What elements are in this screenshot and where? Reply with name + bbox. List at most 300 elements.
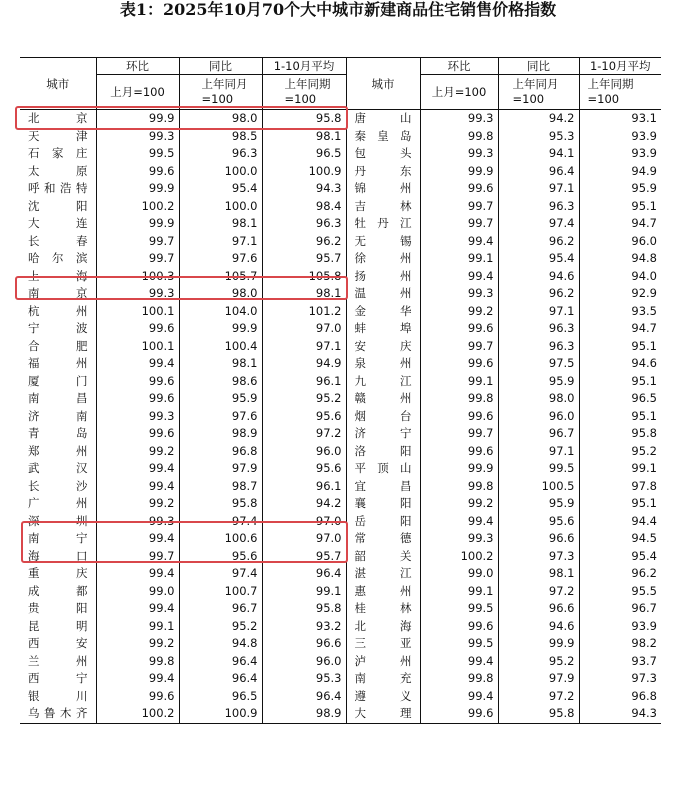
table-row xyxy=(20,408,661,426)
row-hb-left: 99.8 xyxy=(96,653,179,671)
header-tb-left: 同比 xyxy=(179,58,262,75)
row-hb-right: 99.3 xyxy=(420,145,498,163)
table-row xyxy=(20,373,661,391)
row-hb-left: 99.4 xyxy=(96,565,179,583)
row-city-right: 牡丹江 xyxy=(346,215,420,233)
row-hb-right: 99.9 xyxy=(420,163,498,181)
row-avg-right: 95.1 xyxy=(579,198,661,216)
row-avg-left: 96.3 xyxy=(262,215,346,233)
row-tb-left: 96.4 xyxy=(179,653,262,671)
table-row xyxy=(20,478,661,496)
row-hb-left: 99.5 xyxy=(96,145,179,163)
row-tb-right: 97.3 xyxy=(498,548,579,566)
row-avg-left: 95.3 xyxy=(262,670,346,688)
header-avg-right: 1-10月平均 xyxy=(579,58,661,75)
row-avg-right: 93.9 xyxy=(579,618,661,636)
row-hb-right: 99.6 xyxy=(420,705,498,723)
row-city-left: 南 昌 xyxy=(28,391,88,405)
row-tb-left: 98.6 xyxy=(179,373,262,391)
header-hb-sub-right: 上月=100 xyxy=(420,75,498,110)
row-avg-right: 99.1 xyxy=(579,460,661,478)
row-hb-left: 99.2 xyxy=(96,443,179,461)
row-city-left: 重 庆 xyxy=(28,566,88,580)
row-avg-left: 98.4 xyxy=(262,198,346,216)
row-hb-left: 99.4 xyxy=(96,670,179,688)
row-avg-left: 105.8 xyxy=(262,268,346,286)
row-city-right: 包 头 xyxy=(346,145,420,163)
table-row xyxy=(20,705,661,723)
row-hb-right: 99.7 xyxy=(420,215,498,233)
row-avg-right: 96.8 xyxy=(579,688,661,706)
row-hb-left: 99.3 xyxy=(96,513,179,531)
row-city-right: 平顶山 xyxy=(346,460,420,478)
page-title: 表1：2025年10月70个大中城市新建商品住宅销售价格指数 xyxy=(119,0,557,19)
row-city-right: 韶 关 xyxy=(346,548,420,566)
row-avg-right: 95.2 xyxy=(579,443,661,461)
row-city-left: 南 宁 xyxy=(28,531,88,545)
row-avg-left: 96.5 xyxy=(262,145,346,163)
row-tb-left: 100.6 xyxy=(179,530,262,548)
row-avg-right: 94.9 xyxy=(579,163,661,181)
row-city-right: 泉 州 xyxy=(346,355,420,373)
row-hb-left: 99.3 xyxy=(96,285,179,303)
row-hb-left: 99.6 xyxy=(96,688,179,706)
row-city-right: 襄 阳 xyxy=(346,495,420,513)
row-city-left: 上 海 xyxy=(28,268,88,283)
row-city-right: 吉 林 xyxy=(346,198,420,216)
row-tb-right: 95.9 xyxy=(498,373,579,391)
row-avg-right: 93.7 xyxy=(579,653,661,671)
row-avg-left: 100.9 xyxy=(262,163,346,181)
row-tb-right: 99.5 xyxy=(498,460,579,478)
row-tb-left: 98.0 xyxy=(179,285,262,303)
row-hb-right: 99.4 xyxy=(420,513,498,531)
row-tb-right: 97.2 xyxy=(498,583,579,601)
row-hb-left: 99.1 xyxy=(96,618,179,636)
row-tb-right: 96.2 xyxy=(498,233,579,251)
table-row xyxy=(20,618,661,636)
row-tb-left: 105.7 xyxy=(179,268,262,286)
row-hb-right: 99.3 xyxy=(420,285,498,303)
row-city-right: 徐 州 xyxy=(346,250,420,268)
row-city-right: 金 华 xyxy=(346,303,420,321)
price-index-table xyxy=(20,57,661,724)
row-avg-left: 96.2 xyxy=(262,233,346,251)
row-avg-left: 97.0 xyxy=(262,530,346,548)
table-row xyxy=(20,163,661,181)
row-city-left: 武 汉 xyxy=(28,461,88,475)
row-hb-right: 99.6 xyxy=(420,180,498,198)
row-city-left: 北 京 xyxy=(28,111,88,125)
row-tb-right: 96.3 xyxy=(498,198,579,216)
row-avg-left: 95.7 xyxy=(262,250,346,268)
row-avg-right: 94.7 xyxy=(579,320,661,338)
row-avg-left: 97.2 xyxy=(262,425,346,443)
row-tb-right: 95.3 xyxy=(498,128,579,146)
row-avg-left: 96.0 xyxy=(262,443,346,461)
row-city-left: 济 南 xyxy=(28,408,88,423)
row-city-left: 哈尔滨 xyxy=(28,251,88,265)
row-tb-left: 95.8 xyxy=(179,495,262,513)
row-avg-left: 95.6 xyxy=(262,460,346,478)
row-tb-left: 96.7 xyxy=(179,600,262,618)
table-row xyxy=(20,688,661,706)
row-city-right: 烟 台 xyxy=(346,408,420,426)
table-row xyxy=(20,443,661,461)
row-city-left: 长 沙 xyxy=(28,478,88,493)
header-tb-sub-left: 上年同月=100 xyxy=(179,75,262,110)
header-city-left: 城市 xyxy=(20,58,96,110)
row-avg-right: 93.5 xyxy=(579,303,661,321)
row-tb-right: 95.2 xyxy=(498,653,579,671)
row-hb-left: 99.4 xyxy=(96,530,179,548)
row-city-left: 合 肥 xyxy=(28,338,88,353)
table-row xyxy=(20,460,661,478)
row-tb-right: 94.6 xyxy=(498,268,579,286)
row-avg-right: 95.9 xyxy=(579,180,661,198)
row-hb-right: 99.6 xyxy=(420,355,498,373)
row-hb-right: 99.4 xyxy=(420,233,498,251)
row-hb-right: 100.2 xyxy=(420,548,498,566)
row-tb-right: 94.1 xyxy=(498,145,579,163)
row-city-left: 西 安 xyxy=(28,636,88,650)
row-city-right: 南 充 xyxy=(346,670,420,688)
row-avg-right: 95.4 xyxy=(579,548,661,566)
row-hb-left: 99.0 xyxy=(96,583,179,601)
row-tb-right: 96.3 xyxy=(498,320,579,338)
header-tb-sub-right: 上年同月=100 xyxy=(498,75,579,110)
table-row xyxy=(20,600,661,618)
row-city-right: 扬 州 xyxy=(346,268,420,286)
row-city-left: 广 州 xyxy=(28,496,88,510)
row-avg-right: 97.8 xyxy=(579,478,661,496)
row-city-right: 大 理 xyxy=(346,705,420,723)
row-tb-left: 100.4 xyxy=(179,338,262,356)
row-avg-right: 95.1 xyxy=(579,495,661,513)
row-hb-right: 99.7 xyxy=(420,425,498,443)
row-hb-right: 99.5 xyxy=(420,600,498,618)
row-hb-right: 99.5 xyxy=(420,635,498,653)
table-row xyxy=(20,233,661,251)
row-city-right: 赣 州 xyxy=(346,390,420,408)
row-avg-left: 96.1 xyxy=(262,478,346,496)
row-city-right: 湛 江 xyxy=(346,565,420,583)
row-tb-left: 95.6 xyxy=(179,548,262,566)
table-row xyxy=(20,583,661,601)
row-hb-left: 99.4 xyxy=(96,355,179,373)
row-tb-right: 96.4 xyxy=(498,163,579,181)
row-hb-left: 99.9 xyxy=(96,215,179,233)
row-city-left: 兰 州 xyxy=(28,653,88,668)
row-hb-right: 99.1 xyxy=(420,373,498,391)
table-row xyxy=(20,635,661,653)
table-row xyxy=(20,653,661,671)
row-tb-left: 100.7 xyxy=(179,583,262,601)
row-tb-right: 96.7 xyxy=(498,425,579,443)
row-avg-left: 94.9 xyxy=(262,355,346,373)
row-tb-left: 104.0 xyxy=(179,303,262,321)
row-avg-left: 95.2 xyxy=(262,390,346,408)
row-city-left: 昆 明 xyxy=(28,618,88,633)
table-body xyxy=(20,110,661,724)
header-tb-right: 同比 xyxy=(498,58,579,75)
row-tb-left: 95.9 xyxy=(179,390,262,408)
row-avg-right: 95.1 xyxy=(579,373,661,391)
row-hb-right: 99.2 xyxy=(420,303,498,321)
row-hb-left: 100.3 xyxy=(96,268,179,286)
row-avg-left: 96.1 xyxy=(262,373,346,391)
row-tb-left: 100.9 xyxy=(179,705,262,723)
row-avg-right: 93.9 xyxy=(579,128,661,146)
table-row xyxy=(20,215,661,233)
row-city-right: 秦皇岛 xyxy=(346,128,420,146)
header-hb-sub-left: 上月=100 xyxy=(96,75,179,110)
row-tb-left: 94.8 xyxy=(179,635,262,653)
row-avg-right: 94.6 xyxy=(579,355,661,373)
row-city-left: 深 圳 xyxy=(28,513,88,528)
row-avg-right: 98.2 xyxy=(579,635,661,653)
row-avg-left: 95.8 xyxy=(262,110,346,128)
row-hb-left: 100.1 xyxy=(96,338,179,356)
row-city-left: 厦 门 xyxy=(28,373,88,388)
row-city-left: 贵 阳 xyxy=(28,601,88,615)
row-avg-left: 97.0 xyxy=(262,320,346,338)
row-avg-left: 94.2 xyxy=(262,495,346,513)
row-hb-right: 99.3 xyxy=(420,530,498,548)
row-city-left: 乌鲁木齐 xyxy=(20,705,96,723)
highlight-box-beijing xyxy=(15,106,348,130)
row-tb-right: 96.3 xyxy=(498,338,579,356)
row-city-right: 锦 州 xyxy=(346,180,420,198)
row-tb-right: 96.6 xyxy=(498,530,579,548)
row-tb-left: 98.1 xyxy=(179,215,262,233)
row-hb-left: 99.6 xyxy=(96,425,179,443)
row-avg-right: 95.8 xyxy=(579,425,661,443)
row-avg-right: 96.2 xyxy=(579,565,661,583)
row-avg-right: 93.9 xyxy=(579,145,661,163)
row-avg-left: 96.0 xyxy=(262,653,346,671)
row-tb-left: 97.4 xyxy=(179,513,262,531)
row-tb-left: 97.6 xyxy=(179,408,262,426)
row-hb-left: 99.3 xyxy=(96,128,179,146)
row-tb-right: 97.1 xyxy=(498,303,579,321)
table-row xyxy=(20,180,661,198)
header-hb-left: 环比 xyxy=(96,58,179,75)
row-tb-right: 97.5 xyxy=(498,355,579,373)
row-tb-left: 97.9 xyxy=(179,460,262,478)
row-city-right: 唐 山 xyxy=(346,110,420,128)
row-city-left: 太 原 xyxy=(28,163,88,178)
row-city-left: 宁 波 xyxy=(28,321,88,335)
row-tb-right: 97.9 xyxy=(498,670,579,688)
row-city-left: 石家庄 xyxy=(28,146,88,160)
row-avg-left: 98.1 xyxy=(262,128,346,146)
row-tb-right: 96.2 xyxy=(498,285,579,303)
row-hb-left: 99.7 xyxy=(96,548,179,566)
row-hb-right: 99.7 xyxy=(420,198,498,216)
row-tb-left: 98.9 xyxy=(179,425,262,443)
row-hb-left: 100.2 xyxy=(96,198,179,216)
row-avg-right: 96.5 xyxy=(579,390,661,408)
row-avg-right: 94.8 xyxy=(579,250,661,268)
row-avg-left: 94.3 xyxy=(262,180,346,198)
row-city-right: 宜 昌 xyxy=(346,478,420,496)
row-city-left: 海 口 xyxy=(28,548,88,563)
table-row xyxy=(20,320,661,338)
row-city-left: 郑 州 xyxy=(28,443,88,458)
row-tb-right: 97.4 xyxy=(498,215,579,233)
row-hb-left: 100.1 xyxy=(96,303,179,321)
row-hb-left: 99.3 xyxy=(96,408,179,426)
row-hb-right: 99.8 xyxy=(420,128,498,146)
row-avg-left: 97.0 xyxy=(262,513,346,531)
row-hb-right: 99.3 xyxy=(420,110,498,128)
row-tb-right: 97.1 xyxy=(498,443,579,461)
row-city-right: 洛 阳 xyxy=(346,443,420,461)
row-avg-left: 98.9 xyxy=(262,705,346,723)
row-city-right: 丹 东 xyxy=(346,163,420,181)
row-hb-left: 99.9 xyxy=(96,180,179,198)
row-hb-right: 99.6 xyxy=(420,618,498,636)
row-tb-right: 96.6 xyxy=(498,600,579,618)
table-row xyxy=(20,355,661,373)
row-avg-right: 94.7 xyxy=(579,215,661,233)
row-city-left: 天 津 xyxy=(28,128,88,143)
row-avg-left: 96.4 xyxy=(262,565,346,583)
row-tb-left: 97.1 xyxy=(179,233,262,251)
row-city-left: 长 春 xyxy=(28,233,88,248)
row-tb-right: 95.4 xyxy=(498,250,579,268)
row-city-right: 济 宁 xyxy=(346,425,420,443)
row-city-right: 无 锡 xyxy=(346,233,420,251)
row-hb-right: 99.4 xyxy=(420,268,498,286)
table-row xyxy=(20,565,661,583)
row-avg-left: 95.8 xyxy=(262,600,346,618)
row-avg-right: 94.0 xyxy=(579,268,661,286)
row-hb-left: 99.9 xyxy=(96,110,179,128)
row-avg-left: 98.1 xyxy=(262,285,346,303)
table-row xyxy=(20,145,661,163)
row-hb-right: 99.9 xyxy=(420,460,498,478)
row-avg-right: 93.1 xyxy=(579,110,661,128)
row-tb-left: 96.3 xyxy=(179,145,262,163)
table-row xyxy=(20,390,661,408)
row-avg-right: 94.5 xyxy=(579,530,661,548)
row-tb-left: 96.4 xyxy=(179,670,262,688)
row-hb-right: 99.6 xyxy=(420,320,498,338)
row-tb-left: 99.9 xyxy=(179,320,262,338)
row-city-left: 西 宁 xyxy=(28,671,88,685)
row-city-right: 温 州 xyxy=(346,285,420,303)
row-city-left: 杭 州 xyxy=(28,303,88,318)
row-hb-left: 99.4 xyxy=(96,478,179,496)
row-city-left: 南 京 xyxy=(28,286,88,300)
row-hb-left: 99.2 xyxy=(96,635,179,653)
row-city-right: 惠 州 xyxy=(346,583,420,601)
header-avg-sub-left: 上年同期=100 xyxy=(262,75,346,110)
row-avg-left: 101.2 xyxy=(262,303,346,321)
row-tb-right: 98.1 xyxy=(498,565,579,583)
row-hb-left: 99.4 xyxy=(96,600,179,618)
row-hb-right: 99.7 xyxy=(420,338,498,356)
row-hb-right: 99.8 xyxy=(420,478,498,496)
row-tb-left: 100.0 xyxy=(179,198,262,216)
row-tb-right: 98.0 xyxy=(498,390,579,408)
row-city-left: 银 川 xyxy=(28,688,88,703)
table-row xyxy=(20,250,661,268)
row-avg-right: 92.9 xyxy=(579,285,661,303)
table-row xyxy=(20,670,661,688)
row-hb-left: 99.4 xyxy=(96,460,179,478)
row-hb-left: 99.6 xyxy=(96,373,179,391)
row-city-right: 遵 义 xyxy=(346,688,420,706)
row-city-right: 常 德 xyxy=(346,530,420,548)
row-avg-left: 95.7 xyxy=(262,548,346,566)
row-tb-right: 95.8 xyxy=(498,705,579,723)
row-hb-right: 99.0 xyxy=(420,565,498,583)
table-row xyxy=(20,425,661,443)
row-tb-left: 98.1 xyxy=(179,355,262,373)
row-city-left: 大 连 xyxy=(28,216,88,230)
row-tb-left: 96.8 xyxy=(179,443,262,461)
row-tb-left: 95.4 xyxy=(179,180,262,198)
row-hb-left: 99.6 xyxy=(96,390,179,408)
row-tb-right: 99.9 xyxy=(498,635,579,653)
row-avg-left: 96.6 xyxy=(262,635,346,653)
row-tb-left: 98.7 xyxy=(179,478,262,496)
row-hb-right: 99.1 xyxy=(420,583,498,601)
row-avg-right: 95.5 xyxy=(579,583,661,601)
row-city-left: 青 岛 xyxy=(28,426,88,440)
row-hb-left: 99.7 xyxy=(96,250,179,268)
row-city-left: 沈 阳 xyxy=(28,198,88,213)
row-city-right: 三 亚 xyxy=(346,635,420,653)
highlight-box-guangzhou-shenzhen xyxy=(21,521,348,563)
row-hb-left: 99.7 xyxy=(96,233,179,251)
row-hb-left: 99.6 xyxy=(96,163,179,181)
row-avg-right: 95.1 xyxy=(579,338,661,356)
row-tb-right: 100.5 xyxy=(498,478,579,496)
table-row xyxy=(20,338,661,356)
row-hb-right: 99.6 xyxy=(420,408,498,426)
highlight-box-shanghai xyxy=(15,276,348,300)
row-city-right: 蚌 埠 xyxy=(346,320,420,338)
row-city-right: 泸 州 xyxy=(346,653,420,671)
row-tb-right: 96.0 xyxy=(498,408,579,426)
row-avg-left: 95.6 xyxy=(262,408,346,426)
row-tb-right: 94.6 xyxy=(498,618,579,636)
row-city-right: 岳 阳 xyxy=(346,513,420,531)
row-city-left: 成 都 xyxy=(28,583,88,598)
header-hb-right: 环比 xyxy=(420,58,498,75)
row-hb-right: 99.1 xyxy=(420,250,498,268)
row-city-right: 安 庆 xyxy=(346,338,420,356)
row-city-right: 九 江 xyxy=(346,373,420,391)
row-tb-left: 98.0 xyxy=(179,110,262,128)
row-hb-right: 99.8 xyxy=(420,390,498,408)
row-hb-left: 99.2 xyxy=(96,495,179,513)
row-avg-right: 94.3 xyxy=(579,705,661,723)
row-hb-right: 99.4 xyxy=(420,653,498,671)
row-avg-right: 96.0 xyxy=(579,233,661,251)
header-avg-sub-right: 上年同期=100 xyxy=(579,75,661,110)
header-city-right: 城市 xyxy=(346,58,420,110)
row-city-right: 桂 林 xyxy=(346,600,420,618)
table-row xyxy=(20,128,661,146)
row-city-left: 呼和浩特 xyxy=(28,181,88,195)
row-tb-right: 95.9 xyxy=(498,495,579,513)
row-tb-left: 96.5 xyxy=(179,688,262,706)
